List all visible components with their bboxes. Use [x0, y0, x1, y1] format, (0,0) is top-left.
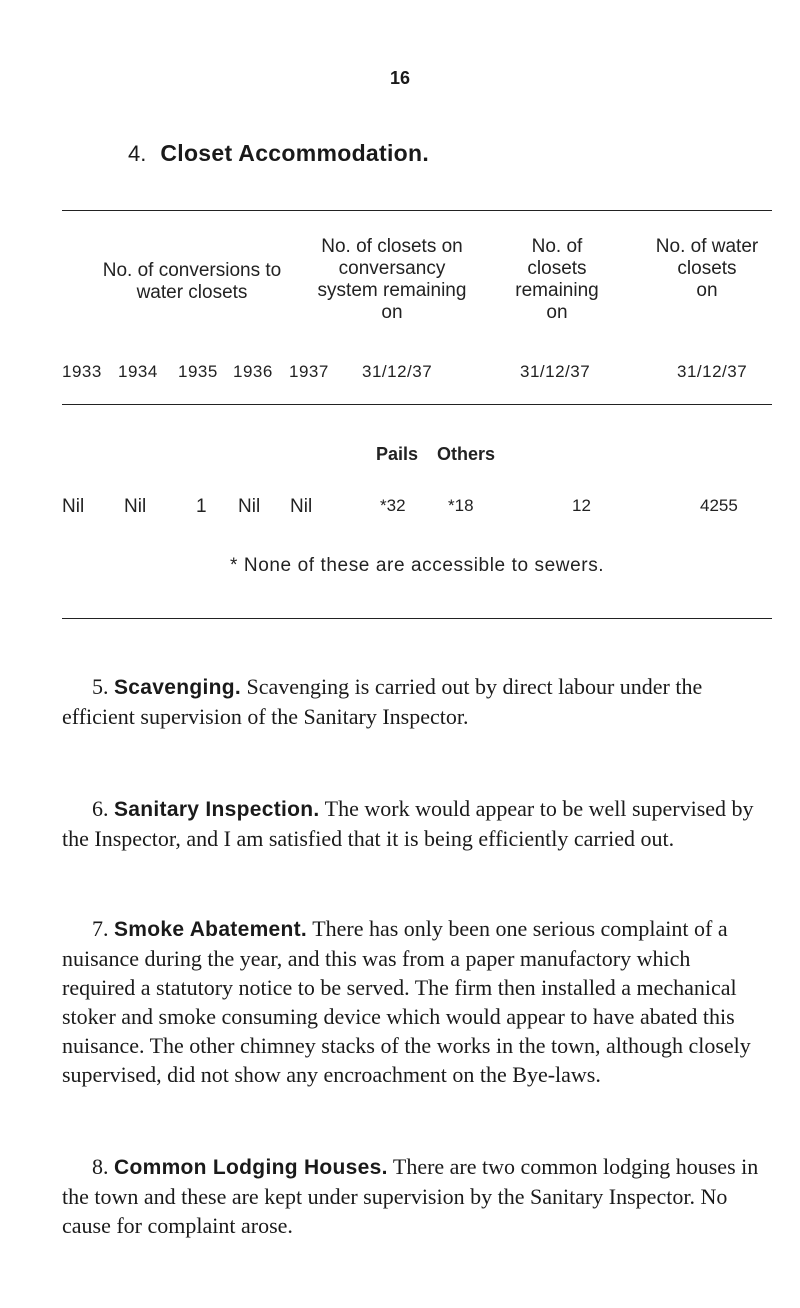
table-top-rule	[62, 210, 772, 211]
header-line: No. of	[531, 236, 583, 257]
header-water	[632, 236, 782, 302]
header-line: remaining	[515, 280, 599, 301]
paragraph-heading: Common Lodging Houses.	[114, 1156, 388, 1179]
year-1933: 1933	[62, 362, 102, 381]
paragraph-sanitary-inspection	[62, 794, 762, 853]
year-1934: 1934	[118, 362, 158, 381]
paragraph-number: 5.	[92, 674, 109, 699]
date-water: 31/12/37	[677, 362, 748, 381]
paragraph-lodging-houses	[62, 1152, 762, 1240]
cell-water: 4255	[700, 496, 738, 515]
header-line: on	[696, 280, 718, 301]
year-1936: 1936	[233, 362, 273, 381]
header-line: No. of water	[655, 236, 759, 257]
header-line: closets	[677, 258, 737, 279]
cell-1934: Nil	[124, 496, 147, 517]
cell-1933: Nil	[62, 496, 85, 517]
paragraph-text: There has only been one serious complaint of a nuisance during the year, and this was from a paper manufactory which required a statutory notice to be served. The firm then installed a mechanical stoker and smoke consuming device which would appear to have abated this nuisance. The other chimney stacks of the works in the town, although closely supervised, did not show any encroachment on the Bye-laws.	[62, 916, 751, 1087]
cell-1935: 1	[196, 496, 207, 517]
header-line: No. of closets on	[321, 236, 463, 257]
paragraph-number: 8.	[92, 1154, 109, 1179]
paragraph-text: There are two common lodging houses in the town and these are kept under supervision by the Sanitary Inspector. No cause for complaint arose.	[62, 1154, 759, 1238]
header-line: on	[546, 302, 568, 323]
header-line: closets	[527, 258, 587, 279]
paragraph-scavenging	[62, 672, 762, 731]
cell-1936: Nil	[238, 496, 261, 517]
subheader-pails: Pails	[376, 444, 419, 464]
header-conversions	[62, 260, 322, 304]
header-line: system remaining	[317, 280, 467, 301]
paragraph-text: The work would appear to be well supervised by the Inspector, and I am satisfied that it is being efficiently carried out.	[62, 796, 754, 851]
header-remaining	[492, 236, 622, 324]
paragraph-text: Scavenging is carried out by direct labour under the efficient supervision of the Sanitary Inspector.	[62, 674, 703, 729]
page-number: 16	[389, 68, 411, 88]
table-footnote: * None of these are accessible to sewers.	[230, 555, 605, 576]
cell-pails: *32	[380, 496, 406, 515]
header-line: on	[381, 302, 403, 323]
table-bottom-rule	[62, 618, 772, 619]
cell-others: *18	[448, 496, 474, 515]
header-line: No. of conversions to	[102, 260, 282, 281]
cell-remaining: 12	[572, 496, 591, 515]
header-conversancy	[292, 236, 492, 324]
paragraph-heading: Scavenging.	[114, 676, 242, 699]
section-heading	[128, 140, 429, 167]
section-number: 4.	[128, 141, 147, 166]
paragraph-heading: Sanitary Inspection.	[114, 798, 320, 821]
table-mid-rule	[62, 404, 772, 405]
cell-1937: Nil	[290, 496, 313, 517]
date-remaining: 31/12/37	[520, 362, 591, 381]
year-1937: 1937	[289, 362, 329, 381]
section-title: Closet Accommodation.	[160, 140, 430, 166]
header-line: water closets	[136, 282, 248, 303]
header-line: conversancy	[338, 258, 446, 279]
year-1935: 1935	[178, 362, 218, 381]
paragraph-number: 6.	[92, 796, 109, 821]
paragraph-heading: Smoke Abatement.	[114, 918, 308, 941]
subheader-others: Others	[437, 444, 496, 464]
paragraph-number: 7.	[92, 916, 109, 941]
date-conversancy: 31/12/37	[362, 362, 433, 381]
paragraph-smoke-abatement	[62, 914, 762, 1089]
